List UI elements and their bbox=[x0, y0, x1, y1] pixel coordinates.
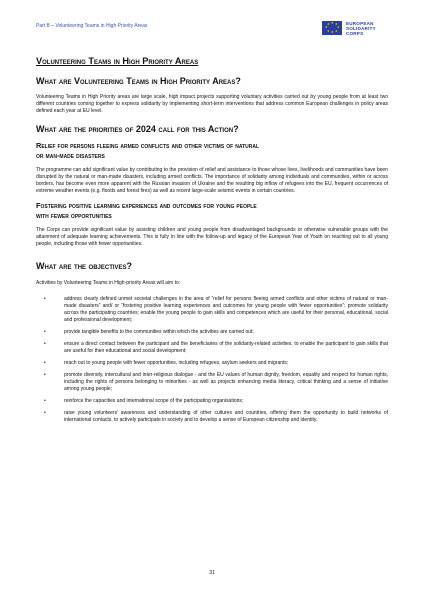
list-item bbox=[36, 341, 388, 355]
list-item bbox=[36, 360, 388, 367]
list-item-text: reach out to young people with fewer opportunities, including refugees, asylum seekers and migrants; bbox=[64, 360, 289, 366]
section-heading: What are the priorities of 2024 call for this Action? bbox=[36, 124, 239, 134]
objectives-list bbox=[36, 296, 388, 424]
page-title: Volunteering Teams in High Priority Areas bbox=[36, 56, 199, 66]
subsection-heading bbox=[36, 141, 388, 161]
list-item bbox=[36, 398, 388, 405]
eu-flag-icon: ★ ★ ★ ★ ★ ★ ★ ★ bbox=[322, 21, 342, 35]
logo-line: CORPS bbox=[346, 31, 364, 36]
logo-line: SOLIDARITY bbox=[346, 26, 376, 31]
paragraph: The programme can add significant value by contributing to the provision of relief and assistance to those whose lives, livelihoods and communities have been disrupted by the natural or man-made disasters, including armed conflicts. The importance of solidarity among individuals and communities, within or across borders, has become even more apparent with the Russian invasion of Ukraine and the resulting big inflow of refugees into the EU, frequent occurrences of extreme weather events (e.g. floods and forest fires) as well as recent large-scale seismic events in certain countries. bbox=[36, 167, 388, 194]
list-item-text: reinforce the capacities and international scope of the participating organisations; bbox=[64, 398, 244, 404]
list-item-text: raise young volunteers' awareness and understanding of other cultures and countries, offering them the opportunity to build networks of international contacts, to actively participate in society and to develop a sense of European citizenship and identity. bbox=[64, 410, 388, 423]
page-content bbox=[36, 55, 388, 424]
page-header bbox=[36, 17, 388, 41]
bullet-icon: • bbox=[44, 372, 46, 378]
page-number: 31 bbox=[209, 570, 215, 576]
list-item-text: ensure a direct contact between the participant and the beneficiaries of the solidarity-related activities, to enable the participant to gain skills that are useful for their educational and social development; bbox=[64, 341, 388, 354]
list-item bbox=[36, 296, 388, 324]
bullet-icon: • bbox=[44, 329, 46, 335]
bullet-icon: • bbox=[44, 410, 46, 416]
subsection-heading-line: or man-made disasters bbox=[36, 151, 105, 160]
section-heading: What are Volunteering Teams in High Priority Areas? bbox=[36, 76, 241, 86]
list-item-text: promote diversity, intercultural and inter-religious dialogue - and the EU values of human dignity, freedom, equality and respect for human rights, including the rights of persons belonging to minorities - as well as projects enhancing media literacy, critical thinking and a sense of initiative among young people; bbox=[64, 372, 388, 392]
paragraph: The Corps can provide significant value by assisting children and young people from disadvantaged backgrounds or otherwise vulnerable groups with the attainment of adequate learning achievements. This is fully in line with the follow-up and legacy of the European Year of Youth on reaching out to all young people, including those with fewer opportunities. bbox=[36, 227, 388, 247]
header-text: Part B – Volunteering Teams in High Priority Areas bbox=[36, 23, 148, 29]
subsection-heading-line: Relief for persons fleeing armed conflicts and other victims of natural bbox=[36, 141, 259, 150]
subsection-heading-line: Fostering positive learning experiences and outcomes for young people bbox=[36, 201, 257, 210]
paragraph: Volunteering Teams in High Priority areas are large scale, high impact projects supporting voluntary activities carried out by young people from at least two different countries coming together to express solidarity by implementing short-term interventions that address common European challenges in policy areas defined each year at EU level. bbox=[36, 94, 388, 114]
bullet-icon: • bbox=[44, 341, 46, 347]
list-item-text: address clearly defined unmet societal challenges in the area of “relief for persons fleeing armed conflicts and other victims of natural or man-made disasters” and/ or “fostering positive learning experiences and outcomes for young people with fewer opportunities”; promote solidarity across the participating countries; enable the young people to gain skills and competences which are useful for their personal, educational, social and professional development; bbox=[64, 296, 388, 323]
list-item bbox=[36, 372, 388, 393]
subsection-heading bbox=[36, 201, 388, 221]
list-item bbox=[36, 329, 388, 336]
bullet-icon: • bbox=[44, 296, 46, 302]
logo-line: EUROPEAN bbox=[346, 21, 374, 26]
list-item bbox=[36, 410, 388, 424]
bullet-icon: • bbox=[44, 398, 46, 404]
european-solidarity-corps-logo bbox=[322, 17, 388, 41]
logo-text bbox=[346, 21, 376, 36]
bullet-icon: • bbox=[44, 360, 46, 366]
subsection-heading-line: with fewer opportunities bbox=[36, 211, 112, 220]
paragraph: Activities by Volunteering Teams in High-priority Areas will aim to: bbox=[36, 280, 181, 286]
list-item-text: provide tangible benefits to the communities within which the activities are carried out; bbox=[64, 329, 254, 335]
section-heading: What are the objectives? bbox=[36, 261, 133, 271]
